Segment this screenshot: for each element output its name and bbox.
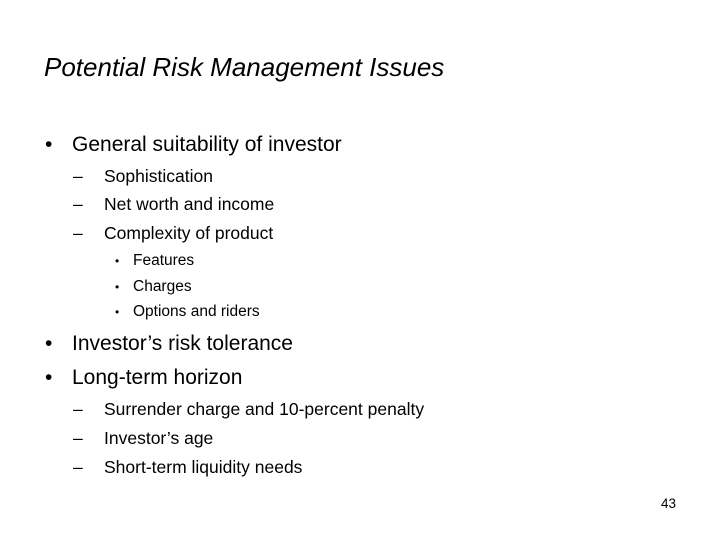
subbullet-text: Net worth and income: [104, 194, 275, 214]
subbullet-text: Sophistication: [104, 166, 213, 186]
subbullet-text: Investor’s age: [104, 428, 214, 448]
subsubbullet-text: Features: [133, 252, 195, 269]
bullet-marker: •: [45, 332, 53, 355]
bullet-text: General suitability of investor: [72, 133, 342, 156]
subsubbullet-text: Options and riders: [133, 303, 260, 320]
dash-marker: –: [73, 166, 83, 186]
bullet-marker: •: [45, 133, 53, 156]
bullet-text: Investor’s risk tolerance: [72, 332, 293, 355]
slide-title: Potential Risk Management Issues: [44, 52, 445, 82]
page-number: 43: [661, 496, 677, 511]
dash-marker: –: [73, 428, 83, 448]
subbullet-text: Complexity of product: [104, 223, 274, 243]
bullet-marker: •: [45, 366, 53, 389]
dash-marker: –: [73, 399, 83, 419]
small-bullet-marker: •: [115, 254, 120, 268]
subbullet-text: Surrender charge and 10-percent penalty: [104, 399, 425, 419]
subsubbullet-text: Charges: [133, 278, 192, 295]
small-bullet-marker: •: [115, 280, 120, 294]
small-bullet-marker: •: [115, 305, 120, 319]
dash-marker: –: [73, 223, 83, 243]
dash-marker: –: [73, 457, 83, 477]
bullet-text: Long-term horizon: [72, 366, 243, 389]
subbullet-text: Short-term liquidity needs: [104, 457, 303, 477]
dash-marker: –: [73, 194, 83, 214]
